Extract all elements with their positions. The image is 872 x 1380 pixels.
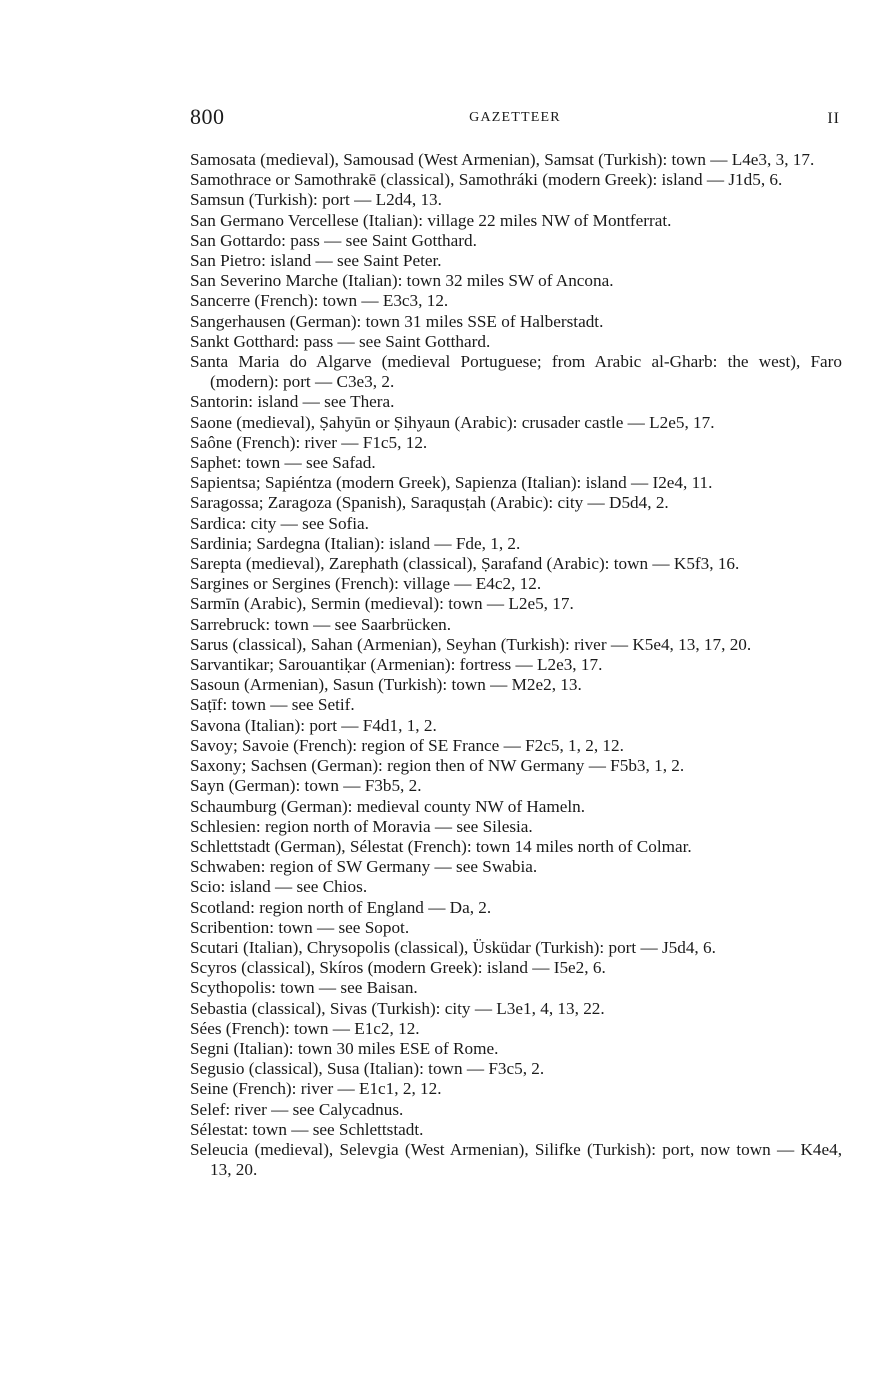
gazetteer-entry: Scribention: town — see Sopot.: [190, 917, 410, 937]
gazetteer-entry: Saragossa; Zaragoza (Spanish), Saraqusṭah (Arabic): city — D5d4, 2.: [190, 493, 669, 513]
gazetteer-entry: Segusio (classical), Susa (Italian): town — F3c5, 2.: [190, 1059, 545, 1079]
gazetteer-entry: Scotland: region north of England — Da, 2.: [190, 897, 492, 917]
gazetteer-entry: Sarvantikar; Sarouantiḳar (Armenian): fortress — L2e3, 17.: [190, 655, 603, 675]
gazetteer-entry-list: [190, 150, 842, 1180]
gazetteer-entry: Schlettstadt (German), Sélestat (French): town 14 miles north of Colmar.: [190, 836, 692, 856]
gazetteer-entry: Santorin: island — see Thera.: [190, 392, 395, 412]
gazetteer-entry: Saxony; Sachsen (German): region then of NW Germany — F5b3, 1, 2.: [190, 756, 685, 776]
gazetteer-entry: Schlesien: region north of Moravia — see Silesia.: [190, 816, 533, 836]
gazetteer-entry: Sarus (classical), Sahan (Armenian), Seyhan (Turkish): river — K5e4, 13, 17, 20.: [190, 634, 752, 654]
gazetteer-entry: San Pietro: island — see Saint Peter.: [190, 251, 442, 271]
gazetteer-entry: Sankt Gotthard: pass — see Saint Gotthard.: [190, 331, 491, 351]
gazetteer-entry: Seine (French): river — E1c1, 2, 12.: [190, 1079, 442, 1099]
gazetteer-entry: Santa Maria do Algarve (medieval Portuguese; from Arabic al-Gharb: the west), Faro (modern): port — C3e3, 2.: [190, 352, 842, 392]
volume-number: II: [827, 110, 840, 127]
gazetteer-entry: Seleucia (medieval), Selevgia (West Armenian), Silifke (Turkish): port, now town — K4e4, 13, 20.: [190, 1139, 842, 1180]
gazetteer-entry: Sangerhausen (German): town 31 miles SSE of Halberstadt.: [190, 311, 604, 331]
gazetteer-entry: Samosata (medieval), Samousad (West Armenian), Samsat (Turkish): town — L4e3, 3, 17.: [190, 150, 815, 169]
gazetteer-entry: Saône (French): river — F1c5, 12.: [190, 432, 428, 452]
gazetteer-entry: Saphet: town — see Safad.: [190, 453, 376, 473]
gazetteer-entry: Schwaben: region of SW Germany — see Swabia.: [190, 857, 538, 877]
gazetteer-entry: Sapientsa; Sapiéntza (modern Greek), Sapienza (Italian): island — I2e4, 11.: [190, 473, 713, 493]
page-number: 800: [190, 104, 225, 129]
gazetteer-entry: Sargines or Sergines (French): village — E4c2, 12.: [190, 574, 542, 594]
running-title: GAZETTEER: [469, 110, 561, 125]
gazetteer-entry: Scyros (classical), Skíros (modern Greek): island — I5e2, 6.: [190, 958, 606, 978]
gazetteer-entry: Sardica: city — see Sofia.: [190, 513, 369, 533]
gazetteer-entry: San Germano Vercellese (Italian): village 22 miles NW of Montferrat.: [190, 210, 672, 230]
gazetteer-entry: Sardinia; Sardegna (Italian): island — Fde, 1, 2.: [190, 533, 521, 553]
gazetteer-entry: Sasoun (Armenian), Sasun (Turkish): town — M2e2, 13.: [190, 675, 582, 695]
gazetteer-entry: Sarmīn (Arabic), Sermin (medieval): town — L2e5, 17.: [190, 594, 574, 614]
gazetteer-entry: Schaumburg (German): medieval county NW of Hameln.: [190, 796, 586, 816]
gazetteer-entry: Samothrace or Samothrakē (classical), Samothráki (modern Greek): island — J1d5, 6.: [190, 170, 783, 190]
gazetteer-entry: Saṭīf: town — see Setif.: [190, 695, 355, 715]
gazetteer-entry: Sarrebruck: town — see Saarbrücken.: [190, 614, 452, 634]
gazetteer-entry: Sélestat: town — see Schlettstadt.: [190, 1119, 424, 1139]
gazetteer-entry: Savoy; Savoie (French): region of SE France — F2c5, 1, 2, 12.: [190, 735, 624, 755]
gazetteer-entry: San Severino Marche (Italian): town 32 miles SW of Ancona.: [190, 271, 614, 291]
gazetteer-entry: Saone (medieval), Ṣahyūn or Ṣihyaun (Arabic): crusader castle — L2e5, 17.: [190, 412, 715, 432]
gazetteer-entry: Savona (Italian): port — F4d1, 1, 2.: [190, 715, 437, 735]
gazetteer-entry: Sées (French): town — E1c2, 12.: [190, 1018, 420, 1038]
gazetteer-entry: Sebastia (classical), Sivas (Turkish): city — L3e1, 4, 13, 22.: [190, 998, 605, 1018]
gazetteer-entry: San Gottardo: pass — see Saint Gotthard.: [190, 230, 477, 250]
gazetteer-entry: Scythopolis: town — see Baisan.: [190, 978, 418, 998]
gazetteer-entry: Selef: river — see Calycadnus.: [190, 1099, 404, 1119]
gazetteer-entry: Sarepta (medieval), Zarephath (classical), Ṣarafand (Arabic): town — K5f3, 16.: [190, 554, 740, 574]
gazetteer-entry: Sancerre (French): town — E3c3, 12.: [190, 291, 449, 311]
running-head: [190, 104, 840, 134]
gazetteer-entry: Scutari (Italian), Chrysopolis (classical), Üsküdar (Turkish): port — J5d4, 6.: [190, 937, 716, 957]
gazetteer-entry: Sayn (German): town — F3b5, 2.: [190, 776, 422, 796]
gazetteer-entry: Samsun (Turkish): port — L2d4, 13.: [190, 190, 442, 210]
gazetteer-entry: Scio: island — see Chios.: [190, 877, 368, 897]
gazetteer-entry: Segni (Italian): town 30 miles ESE of Rome.: [190, 1038, 499, 1058]
